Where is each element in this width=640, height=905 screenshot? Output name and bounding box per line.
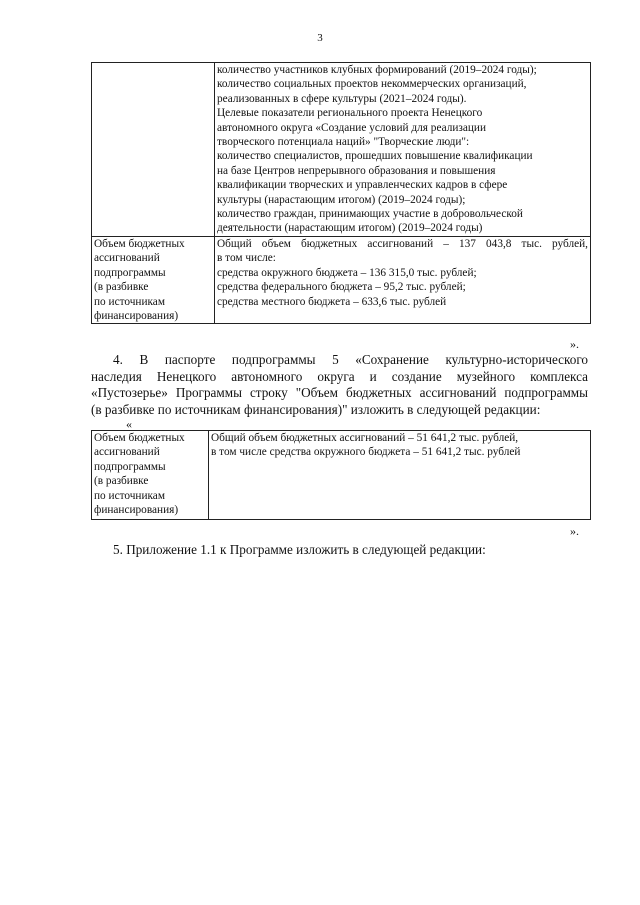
- text-line: количество специалистов, прошедших повышение квалификации: [217, 150, 533, 163]
- table-row: [92, 63, 591, 237]
- budget-label-cell: [92, 236, 215, 323]
- budget-value-cell: [209, 431, 591, 520]
- paragraph-line: (в разбивке по источникам финансирования)" изложить в следующей редакции:: [91, 401, 541, 417]
- value-line: средства окружного бюджета – 136 315,0 тыс. рублей;: [217, 266, 477, 279]
- table-row: [92, 431, 591, 520]
- budget-value-cell: [215, 236, 591, 323]
- paragraph-4: [91, 352, 588, 418]
- text-line: Целевые показатели регионального проекта Ненецкого: [217, 107, 483, 120]
- text-line: количество граждан, принимающих участие в добровольческой: [217, 208, 523, 221]
- table-row: [92, 236, 591, 323]
- value-line: в том числе средства окружного бюджета – 51 641,2 тыс. рублей: [211, 446, 521, 459]
- text-line: на базе Центров непрерывного образования и повышения: [217, 164, 496, 177]
- text-line: квалификации творческих и управленческих кадров в сфере: [217, 179, 508, 192]
- budget-label-cell: [92, 431, 209, 520]
- paragraph-line: 4. В паспорте подпрограммы 5 «Сохранение культурно-исторического: [113, 352, 588, 367]
- paragraph-line: наследия Ненецкого автономного округа и создание музейного комплекса: [91, 368, 588, 384]
- label-line: финансирования): [94, 309, 179, 322]
- label-line: по источникам: [94, 295, 165, 308]
- value-line: средства местного бюджета – 633,6 тыс. рублей: [217, 295, 447, 308]
- table-cell-empty: [92, 63, 215, 237]
- label-line: Объем бюджетных: [94, 432, 185, 444]
- paragraph-5: [91, 542, 588, 559]
- text-line: количество социальных проектов некоммерческих организаций,: [217, 78, 527, 91]
- label-line: Объем бюджетных: [94, 237, 185, 250]
- opening-quote: «: [126, 417, 132, 431]
- label-line: финансирования): [94, 504, 179, 517]
- label-line: (в разбивке: [94, 281, 149, 294]
- paragraph-line: «Пустозерье» Программы строку "Объем бюджетных ассигнований подпрограммы: [91, 385, 588, 401]
- text-line: реализованных в сфере культуры (2021–2024 годы).: [217, 92, 467, 105]
- text-line: деятельности (нарастающим итогом) (2019–2024 годы): [217, 222, 483, 235]
- text-line: количество участников клубных формирований (2019–2024 годы);: [217, 64, 537, 76]
- page-number: 3: [317, 32, 323, 44]
- paragraph-line: 5. Приложение 1.1 к Программе изложить в следующей редакции:: [113, 542, 486, 557]
- subprogram-4-passport-table: [91, 62, 591, 324]
- text-line: культуры (нарастающим итогом) (2019–2024 годы);: [217, 193, 466, 206]
- label-line: ассигнований: [94, 252, 160, 265]
- text-line: творческого потенциала наций» "Творческие люди":: [217, 136, 470, 149]
- target-indicators-cell: [215, 63, 591, 237]
- text-line: автономного округа «Создание условий для реализации: [217, 121, 487, 134]
- value-line: Общий объем бюджетных ассигнований – 137 043,8 тыс. рублей,: [217, 237, 588, 250]
- value-line: средства федерального бюджета – 95,2 тыс. рублей;: [217, 281, 466, 294]
- label-line: подпрограммы: [94, 460, 166, 473]
- closing-quote: ».: [570, 524, 579, 538]
- label-line: подпрограммы: [94, 266, 166, 279]
- value-line: Общий объем бюджетных ассигнований – 51 641,2 тыс. рублей,: [211, 432, 519, 444]
- label-line: по источникам: [94, 489, 165, 502]
- value-line: в том числе:: [217, 252, 276, 265]
- label-line: (в разбивке: [94, 475, 149, 488]
- closing-quote: ».: [570, 337, 579, 351]
- label-line: ассигнований: [94, 446, 160, 459]
- subprogram-5-budget-table: [91, 430, 591, 520]
